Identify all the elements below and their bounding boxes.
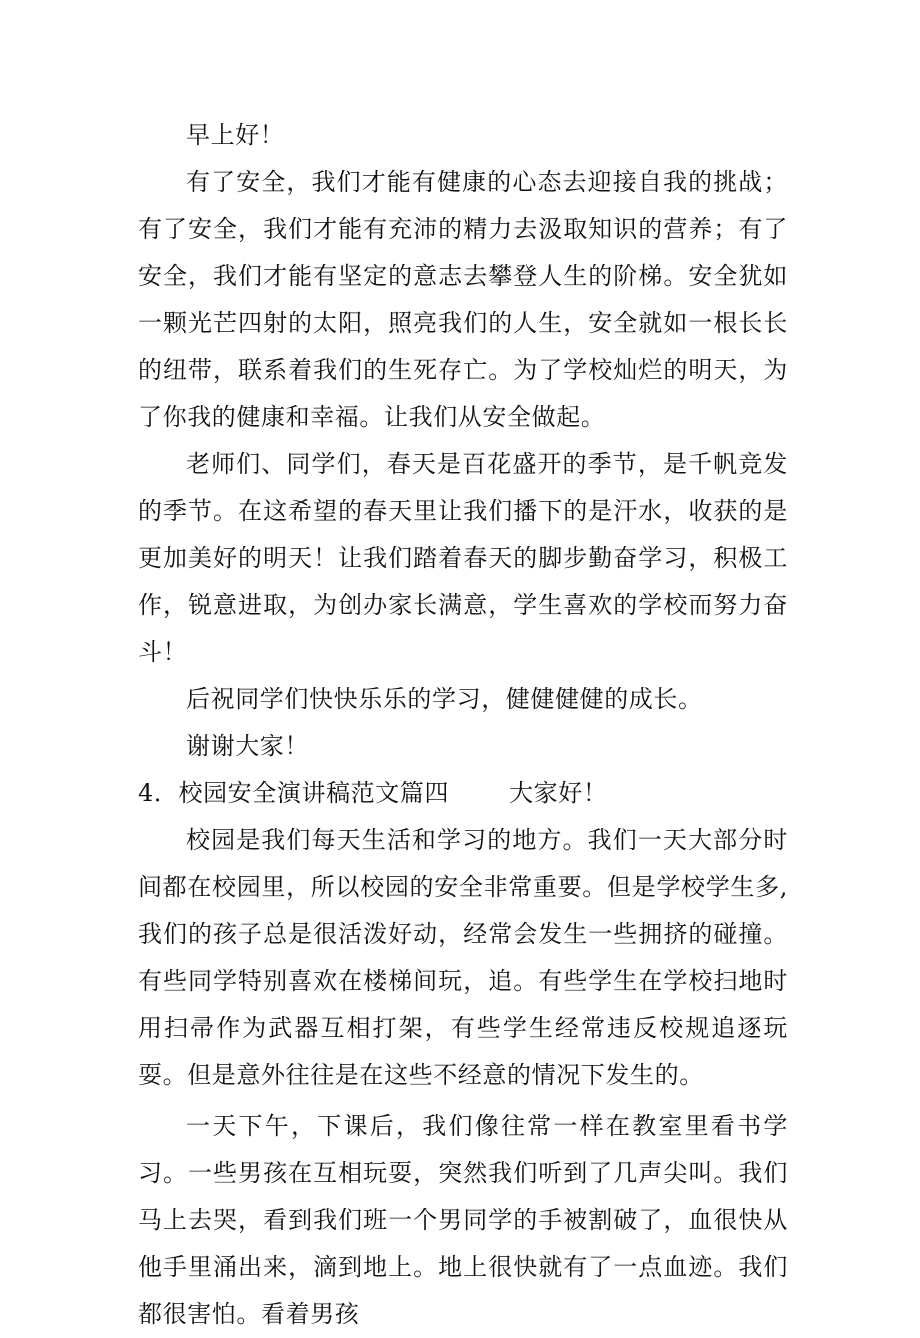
greeting-morning: 早上好！ — [186, 121, 285, 149]
paragraph-spring: 老师们、同学们，春天是百花盛开的季节，是千帆竞发的季节。在这希望的春天里让我们播下的是汗水，收获的是更加美好的明天！让我们踏着春天的脚步勤奋学习，积极工作，锐意进取，为创办家长满意，学生喜欢的学校而努力奋斗！ — [138, 450, 788, 666]
section-title: 4．校园安全演讲稿范文篇四 — [138, 779, 450, 807]
section-heading — [138, 770, 788, 817]
paragraph-afternoon: 一天下午，下课后，我们像往常一样在教室里看书学习。一些男孩在互相玩耍，突然我们听到了几声尖叫。我们马上去哭，看到我们班一个男同学的手被割破了，血很快从他手里涌出来，滴到地上。地上很快就有了一点血迹。我们都很害怕。看着男孩 — [138, 1112, 788, 1328]
paragraph-wish: 后祝同学们快快乐乐的学习，健健健健的成长。 — [186, 685, 703, 713]
paragraph-safety: 有了安全，我们才能有健康的心态去迎接自我的挑战；有了安全，我们才能有充沛的精力去汲取知识的营养；有了安全，我们才能有坚定的意志去攀登人生的阶梯。安全犹如一颗光芒四射的太阳，照亮我们的人生，安全就如一根长长的纽带，联系着我们的生死存亡。为了学校灿烂的明天，为了你我的健康和幸福。让我们从安全做起。 — [138, 168, 788, 431]
section-greeting: 大家好！ — [509, 779, 608, 807]
paragraph-campus: 校园是我们每天生活和学习的地方。我们一天大部分时间都在校园里，所以校园的安全非常重要。但是学校学生多,我们的孩子总是很活泼好动，经常会发生一些拥挤的碰撞。有些同学特别喜欢在楼梯间玩，追。有些学生在学校扫地时用扫帚作为武器互相打架，有些学生经常违反校规追逐玩耍。但是意外往往是在这些不经意的情况下发生的。 — [138, 826, 788, 1089]
thanks-line: 谢谢大家！ — [186, 732, 309, 760]
document-body — [138, 112, 788, 1338]
